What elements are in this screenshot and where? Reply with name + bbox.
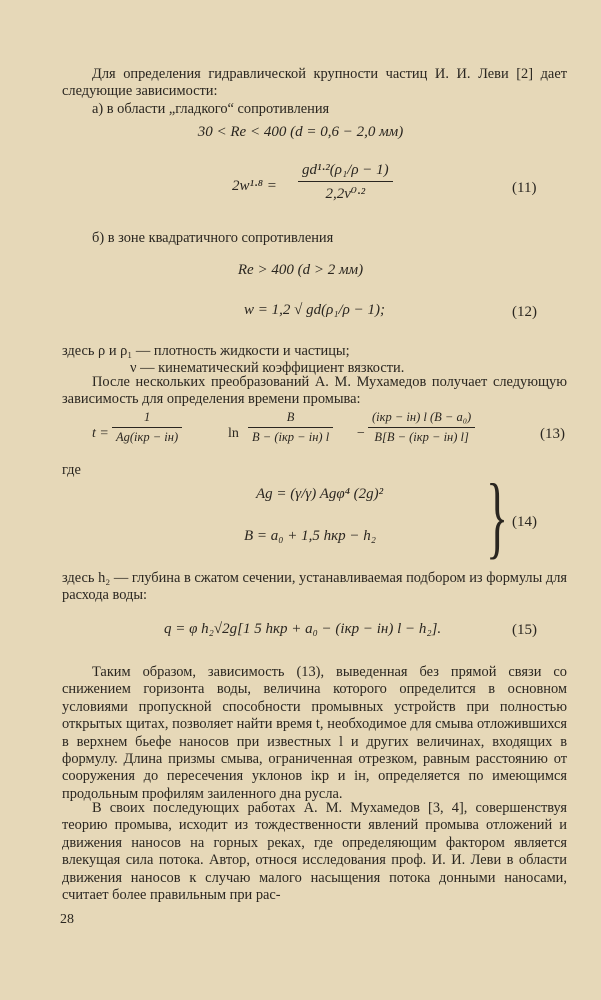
eq12-formula: w = 1,2 √ gd(ρ₁/ρ − 1); <box>244 302 385 318</box>
case-a-label: а) в области „гладкого“ сопротивления <box>92 101 330 117</box>
h2-definition: здесь h₂ — глубина в сжатом сечении, устанавливаемая подбором из формулы для расхода воды: <box>62 570 567 604</box>
eq13-sub-fraction <box>368 410 475 445</box>
eq13-prefactor <box>112 410 182 445</box>
eq13-ln-numerator: B <box>248 410 333 428</box>
eq13-prefactor-denominator: Ag(iкр − iн) <box>116 430 179 444</box>
eq13-ln-denominator: B − (iкр − iн) l <box>252 430 330 444</box>
eq11-fraction <box>298 162 393 203</box>
nu-definition: ν — кинематический коэффициент вязкости. <box>130 360 405 376</box>
eq11-lhs: 2w¹·⁸ = <box>232 178 277 194</box>
eq14-brace: } <box>486 465 509 567</box>
case-b-label: б) в зоне квадратичного сопротивления <box>92 230 334 246</box>
conclusion-paragraph: Таким образом, зависимость (13), выведенная без прямой связи со снижением горизонта воды, величина которого определится в основном условиями пропускной способности промывных устройств при полностью открытых щитах, позволяет найти время t, необходимое для смыва отложившихся в верхнем бьефе наносов при известных l и других величинах, входящих в формулу. Длина призмы смыва, ограниченная отрезком, равным расстоянию от сооружения до пересечения уклонов iкр и iн, определяется по имеющимся продольным профилям заиленного дна русла. <box>62 664 567 802</box>
eq13-sub-denominator: B[B − (iкр − iн) l] <box>374 430 469 444</box>
eq14-number: (14) <box>512 514 537 530</box>
eq15-formula: q = φ h₂√2g[1 5 hкр + a₀ − (iкр − iн) l − h₂]. <box>164 621 442 637</box>
rho-definition: здесь ρ и ρ₁ — плотность жидкости и частицы; <box>62 343 350 359</box>
eq13-ln: ln <box>228 426 239 441</box>
eq11-numerator: gd¹·²(ρ₁/ρ − 1) <box>298 162 393 182</box>
intro-paragraph: Для определения гидравлической крупности частиц И. И. Леви [2] дает следующие зависимости: <box>62 66 567 100</box>
condition-b: Re > 400 (d > 2 мм) <box>237 262 364 278</box>
eq13-sub-numerator: (iкр − iн) l (B − a₀) <box>368 410 475 428</box>
eq14-line-a: Ag = (γ/γ) Agφ⁴ (2g)² <box>256 486 384 502</box>
eq13-ln-fraction <box>248 410 333 445</box>
eq15-number: (15) <box>512 622 537 638</box>
eq12-number: (12) <box>512 304 537 320</box>
eq13-prefactor-numerator: 1 <box>112 410 182 428</box>
where-label: где <box>62 462 81 478</box>
eq11-denominator: 2,2ν⁰·² <box>325 186 366 202</box>
after-paragraph: После нескольких преобразований А. М. Мухамедов получает следующую зависимость для определения времени промыва: <box>62 374 567 408</box>
eq13-lhs: t = <box>92 426 109 441</box>
eq13-minus: − <box>356 426 366 441</box>
eq14-line-b: B = a₀ + 1,5 hкр − h₂ <box>244 528 376 544</box>
page-number: 28 <box>60 912 74 927</box>
condition-a: 30 < Re < 400 (d = 0,6 − 2,0 мм) <box>197 124 404 140</box>
eq13-number: (13) <box>540 426 565 442</box>
later-paragraph: В своих последующих работах А. М. Мухамедов [3, 4], совершенствуя теорию промыва, исходит из тождественности явлений промыва отложений и движения наносов на горных реках, где определяющим фактором является влекущая сила потока. Автор, относя исследования проф. И. И. Леви в области движения наносов к случаю малого насыщения потока донными наносами, считает более правильным при рас- <box>62 800 567 904</box>
eq11-number: (11) <box>512 180 537 196</box>
